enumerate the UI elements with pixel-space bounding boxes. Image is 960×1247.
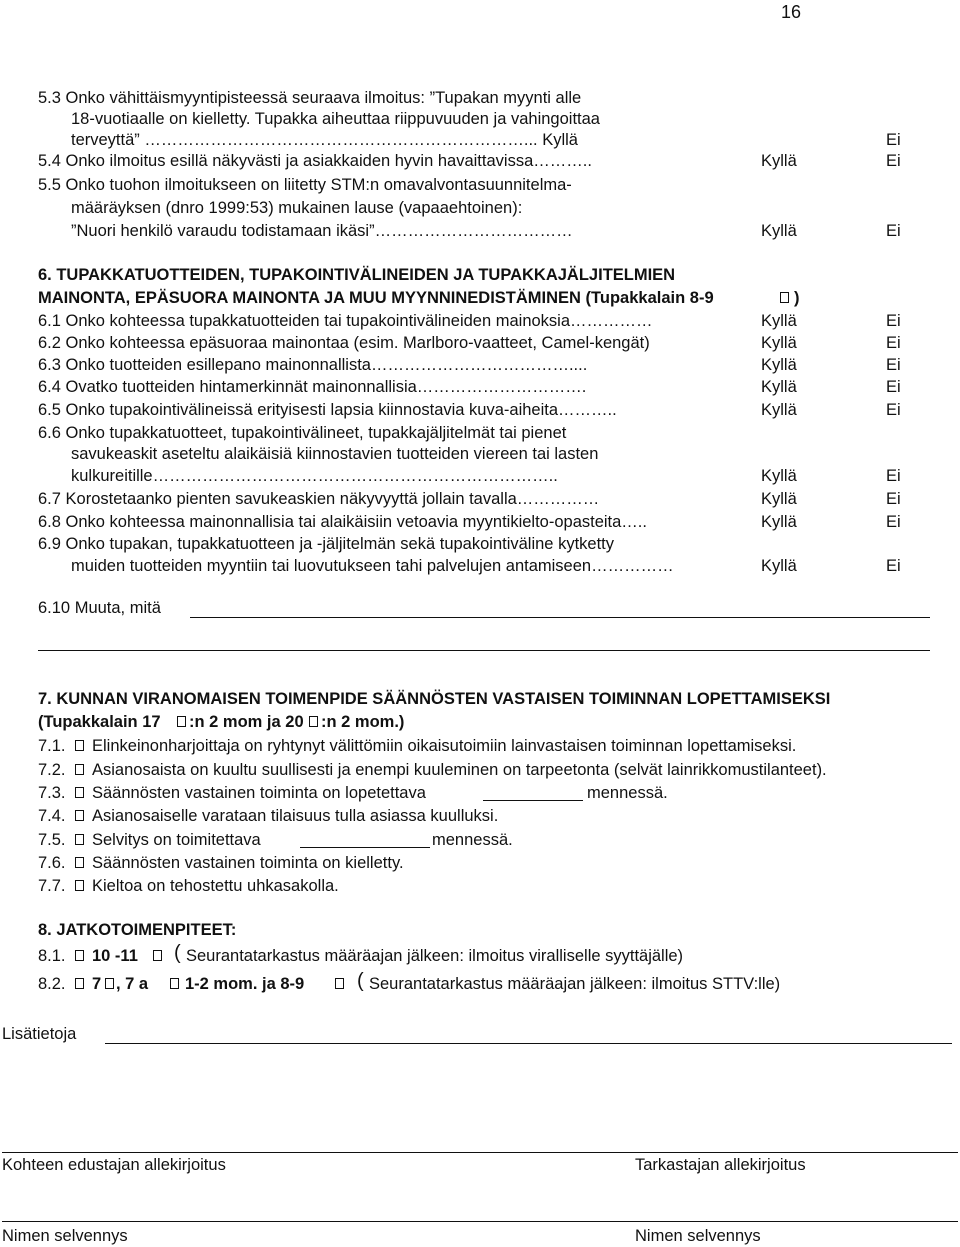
checkbox-7-6[interactable] bbox=[75, 857, 84, 868]
section-7-heading-2b: :n 2 mom ja 20 bbox=[189, 713, 304, 731]
question-6-6-line-3: kulkureitille……………………………………………………………….. bbox=[71, 467, 558, 485]
answer-5-4-yes[interactable]: Kyllä bbox=[761, 152, 797, 170]
measure-7-2-text: Asianosaista on kuultu suullisesti ja enempi kuuleminen on tarpeetonta (selvät lainrikkomustilanteet). bbox=[92, 761, 827, 779]
question-6-2: 6.2 Onko kohteessa epäsuoraa mainontaa (esim. Marlboro-vaatteet, Camel-kengät) bbox=[38, 334, 650, 352]
question-6-3: 6.3 Onko tuotteiden esillepano mainonnallista……………………………….... bbox=[38, 356, 588, 374]
name-left-label: Nimen selvennys bbox=[2, 1227, 128, 1245]
answer-6-2-no[interactable]: Ei bbox=[886, 334, 901, 352]
section-sign-icon bbox=[105, 978, 114, 989]
deadline-input-7-5[interactable] bbox=[300, 847, 430, 848]
answer-5-5-yes[interactable]: Kyllä bbox=[761, 222, 797, 240]
section-8-heading: 8. JATKOTOIMENPITEET: bbox=[38, 921, 237, 939]
checkbox-7-7[interactable] bbox=[75, 880, 84, 891]
section-7-heading-line-1: 7. KUNNAN VIRANOMAISEN TOIMENPIDE SÄÄNNÖSTEN VASTAISEN TOIMINNAN LOPETTAMISEKSI bbox=[38, 690, 831, 708]
other-input-line-1[interactable] bbox=[190, 617, 930, 618]
answer-6-8-yes[interactable]: Kyllä bbox=[761, 513, 797, 531]
extra-info-input[interactable] bbox=[105, 1043, 952, 1044]
answer-6-9-no[interactable]: Ei bbox=[886, 557, 901, 575]
section-sign-icon bbox=[153, 950, 162, 961]
extra-info-label: Lisätietoja bbox=[2, 1025, 77, 1043]
question-6-5: 6.5 Onko tupakointivälineissä erityisesti lapsia kiinnostavia kuva-aiheita……….. bbox=[38, 401, 617, 419]
answer-6-1-yes[interactable]: Kyllä bbox=[761, 312, 797, 330]
page-number: 16 bbox=[781, 2, 802, 22]
answer-5-3-no[interactable]: Ei bbox=[886, 131, 901, 149]
checkbox-7-4[interactable] bbox=[75, 810, 84, 821]
answer-6-4-no[interactable]: Ei bbox=[886, 378, 901, 396]
measure-7-3-after: mennessä. bbox=[587, 784, 668, 802]
checkbox-7-2[interactable] bbox=[75, 764, 84, 775]
answer-6-7-no[interactable]: Ei bbox=[886, 490, 901, 508]
question-5-5-line-3: ”Nuori henkilö varaudu todistamaan ikäsi”……………………………… bbox=[71, 222, 573, 240]
answer-6-7-yes[interactable]: Kyllä bbox=[761, 490, 797, 508]
measure-7-5-after: mennessä. bbox=[432, 831, 513, 849]
measure-7-3-number: 7.3. bbox=[38, 784, 66, 802]
action-8-2-paren: ( bbox=[357, 970, 364, 992]
answer-6-3-no[interactable]: Ei bbox=[886, 356, 901, 374]
measure-7-7-number: 7.7. bbox=[38, 877, 66, 895]
section-6-heading-line-2: MAINONTA, EPÄSUORA MAINONTA JA MUU MYYNNINEDISTÄMINEN (Tupakkalain 8-9 bbox=[38, 289, 714, 307]
checkbox-8-1[interactable] bbox=[75, 950, 84, 961]
section-6-heading-close: ) bbox=[794, 289, 800, 307]
answer-5-4-no[interactable]: Ei bbox=[886, 152, 901, 170]
signature-line[interactable] bbox=[2, 1152, 958, 1153]
action-8-2-section-c: 1-2 mom. ja 8-9 bbox=[185, 975, 305, 993]
action-8-1-paren: ( bbox=[174, 942, 181, 964]
question-6-7: 6.7 Korostetaanko pienten savukeaskien näkyvyyttä jollain tavalla…………… bbox=[38, 490, 600, 508]
section-6-heading-line-1: 6. TUPAKKATUOTTEIDEN, TUPAKOINTIVÄLINEIDEN JA TUPAKKAJÄLJITELMIEN bbox=[38, 266, 676, 284]
question-6-9-line-1: 6.9 Onko tupakan, tupakkatuotteen ja -jäljitelmän sekä tupakointiväline kytketty bbox=[38, 535, 615, 553]
answer-6-5-no[interactable]: Ei bbox=[886, 401, 901, 419]
question-5-3-line-2: 18-vuotiaalle on kielletty. Tupakka aiheuttaa riippuvuuden ja vahingoittaa bbox=[71, 110, 600, 128]
question-6-9-line-2: muiden tuotteiden myyntiin tai luovutukseen tahi palvelujen antamiseen…………… bbox=[71, 557, 674, 575]
question-6-8: 6.8 Onko kohteessa mainonnallisia tai alaikäisiin vetoavia myyntikielto-opasteita….. bbox=[38, 513, 647, 531]
measure-7-4-text: Asianosaiselle varataan tilaisuus tulla asiassa kuulluksi. bbox=[92, 807, 499, 825]
question-5-3-line-3: terveyttä” ……………………………………………………………... Kyllä bbox=[71, 131, 578, 149]
action-8-1-text: Seurantatarkastus määräajan jälkeen: ilmoitus viralliselle syyttäjälle) bbox=[186, 947, 684, 965]
question-5-5-line-2: määräyksen (dnro 1999:53) mukainen lause (vapaaehtoinen): bbox=[71, 199, 523, 217]
answer-6-9-yes[interactable]: Kyllä bbox=[761, 557, 797, 575]
answer-6-8-no[interactable]: Ei bbox=[886, 513, 901, 531]
action-8-2-section-a: 7 bbox=[92, 975, 102, 993]
other-label: 6.10 Muuta, mitä bbox=[38, 599, 161, 617]
answer-6-2-yes[interactable]: Kyllä bbox=[761, 334, 797, 352]
action-8-2-section-b: , 7 a bbox=[116, 975, 149, 993]
answer-6-4-yes[interactable]: Kyllä bbox=[761, 378, 797, 396]
question-6-6-line-1: 6.6 Onko tupakkatuotteet, tupakointivälineet, tupakkajäljitelmät tai pienet bbox=[38, 424, 567, 442]
measure-7-3-text: Säännösten vastainen toiminta on lopetettava bbox=[92, 784, 426, 802]
question-6-4: 6.4 Ovatko tuotteiden hintamerkinnät mainonnallisia…………………………. bbox=[38, 378, 587, 396]
signature-right-label: Tarkastajan allekirjoitus bbox=[635, 1156, 806, 1174]
measure-7-5-text: Selvitys on toimitettava bbox=[92, 831, 261, 849]
answer-6-6-no[interactable]: Ei bbox=[886, 467, 901, 485]
section-sign-icon bbox=[309, 716, 318, 727]
answer-6-5-yes[interactable]: Kyllä bbox=[761, 401, 797, 419]
checkbox-7-1[interactable] bbox=[75, 740, 84, 751]
action-8-1-number: 8.1. bbox=[38, 947, 66, 965]
deadline-input-7-3[interactable] bbox=[483, 800, 583, 801]
section-sign-icon bbox=[177, 716, 186, 727]
action-8-1-sections: 10 -11 bbox=[92, 947, 138, 965]
section-7-heading-2c: :n 2 mom.) bbox=[321, 713, 405, 731]
action-8-2-number: 8.2. bbox=[38, 975, 66, 993]
section-sign-icon bbox=[780, 292, 789, 303]
measure-7-7-text: Kieltoa on tehostettu uhkasakolla. bbox=[92, 877, 339, 895]
answer-5-5-no[interactable]: Ei bbox=[886, 222, 901, 240]
name-line[interactable] bbox=[2, 1221, 958, 1222]
name-right-label: Nimen selvennys bbox=[635, 1227, 761, 1245]
measure-7-2-number: 7.2. bbox=[38, 761, 66, 779]
section-7-heading-2a: (Tupakkalain 17 bbox=[38, 713, 161, 731]
measure-7-1-text: Elinkeinonharjoittaja on ryhtynyt välittömiin oikaisutoimiin lainvastaisen toiminnan lopettamiseksi. bbox=[92, 737, 797, 755]
answer-6-3-yes[interactable]: Kyllä bbox=[761, 356, 797, 374]
measure-7-1-number: 7.1. bbox=[38, 737, 66, 755]
question-5-5-line-1: 5.5 Onko tuohon ilmoitukseen on liitetty STM:n omavalvontasuunnitelma- bbox=[38, 176, 572, 194]
other-input-line-2[interactable] bbox=[38, 650, 930, 651]
question-6-1: 6.1 Onko kohteessa tupakkatuotteiden tai tupakointivälineiden mainoksia…………… bbox=[38, 312, 653, 330]
checkbox-7-3[interactable] bbox=[75, 787, 84, 798]
answer-6-1-no[interactable]: Ei bbox=[886, 312, 901, 330]
measure-7-6-number: 7.6. bbox=[38, 854, 66, 872]
action-8-2-text: Seurantatarkastus määräajan jälkeen: ilmoitus STTV:lle) bbox=[369, 975, 781, 993]
measure-7-4-number: 7.4. bbox=[38, 807, 66, 825]
signature-left-label: Kohteen edustajan allekirjoitus bbox=[2, 1156, 226, 1174]
question-6-6-line-2: savukeaskit aseteltu alaikäisiä kiinnostavien tuotteiden viereen tai lasten bbox=[71, 445, 599, 463]
question-5-3-line-1: 5.3 Onko vähittäismyyntipisteessä seuraava ilmoitus: ”Tupakan myynti alle bbox=[38, 89, 582, 107]
question-5-4: 5.4 Onko ilmoitus esillä näkyvästi ja asiakkaiden hyvin havaittavissa……….. bbox=[38, 152, 592, 170]
section-sign-icon bbox=[335, 978, 344, 989]
checkbox-7-5[interactable] bbox=[75, 834, 84, 845]
checkbox-8-2[interactable] bbox=[75, 978, 84, 989]
measure-7-6-text: Säännösten vastainen toiminta on kielletty. bbox=[92, 854, 404, 872]
answer-6-6-yes[interactable]: Kyllä bbox=[761, 467, 797, 485]
section-sign-icon bbox=[170, 978, 179, 989]
measure-7-5-number: 7.5. bbox=[38, 831, 66, 849]
